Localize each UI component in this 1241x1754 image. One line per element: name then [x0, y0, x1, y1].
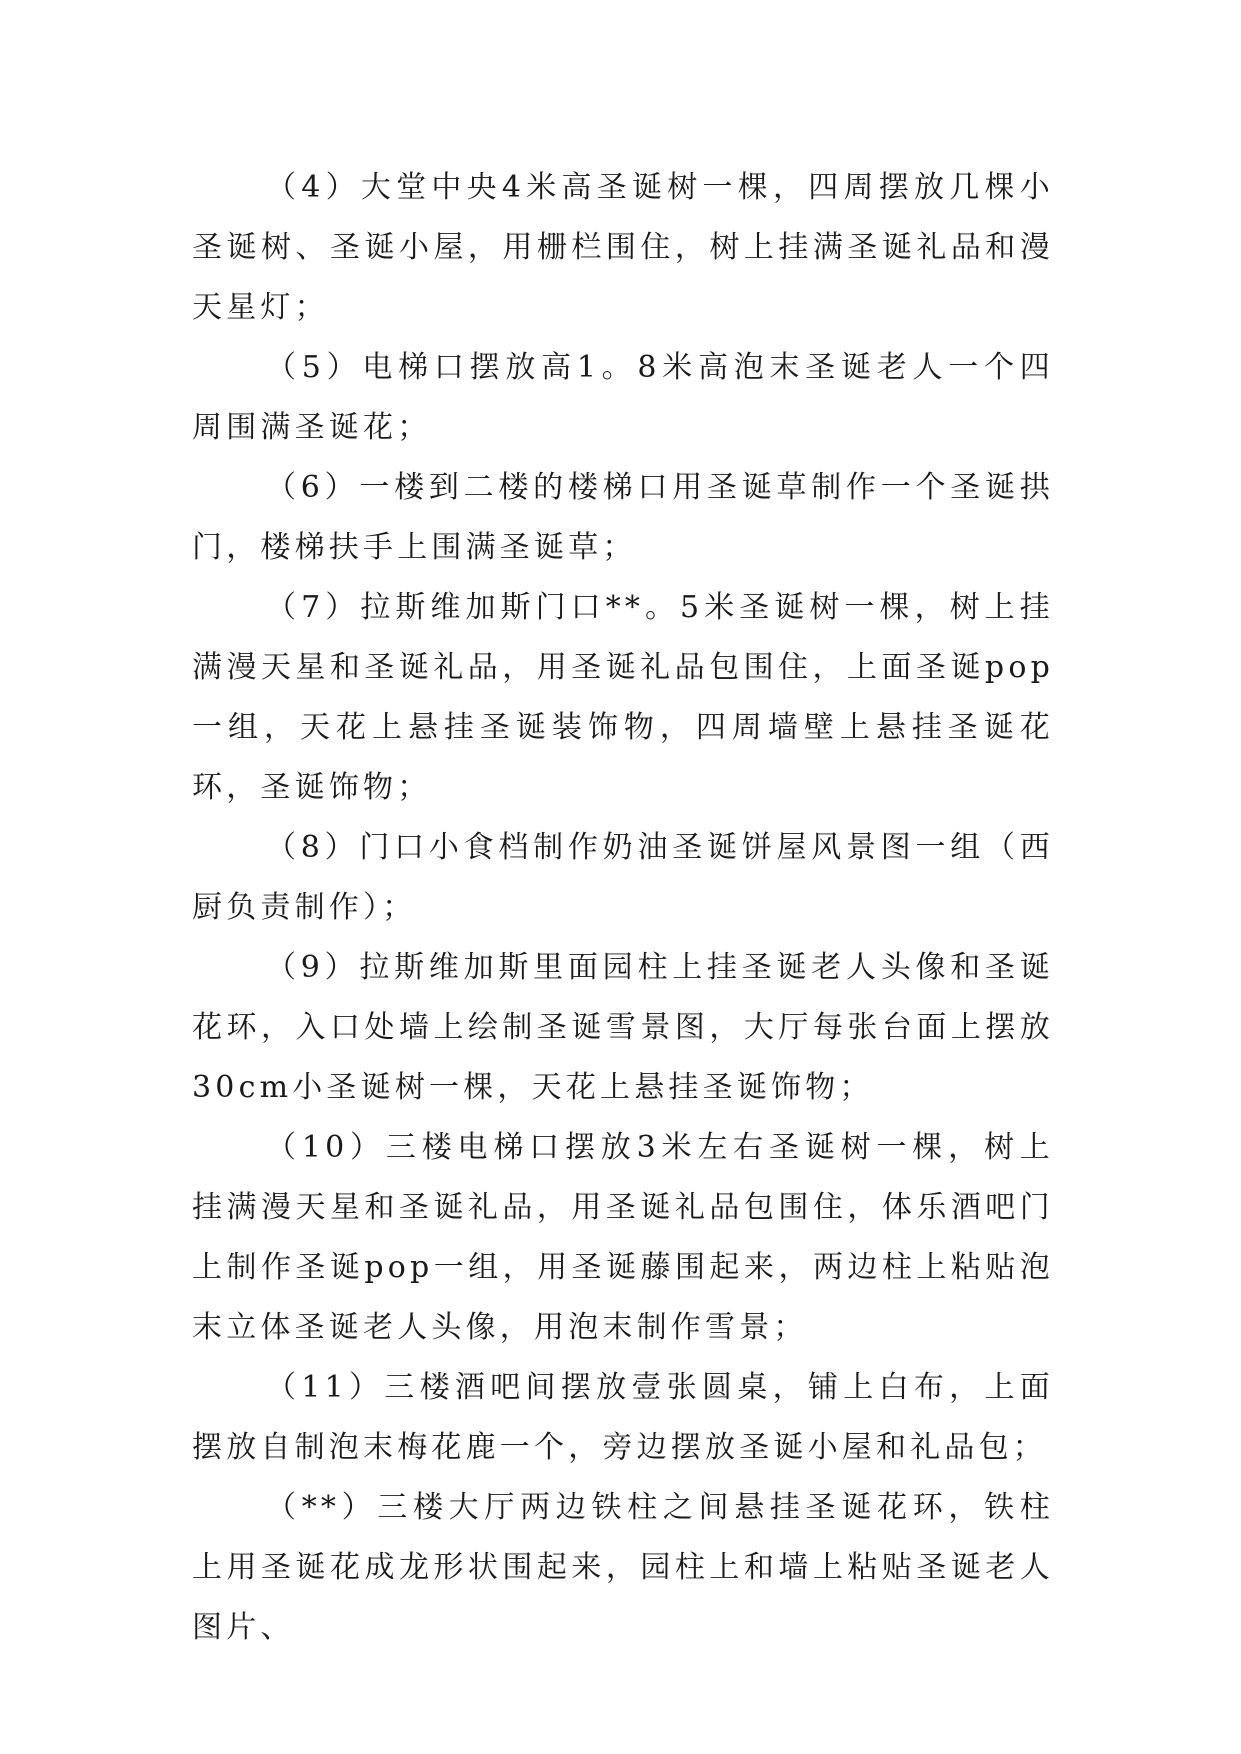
paragraph-item-6: （6）一楼到二楼的楼梯口用圣诞草制作一个圣诞拱门，楼梯扶手上围满圣诞草； [192, 470, 1054, 565]
paragraph-item-12: （**）三楼大厅两边铁柱之间悬挂圣诞花环，铁柱上用圣诞花成龙形状围起来，园柱上和墙上粘贴圣诞老人图片、 [192, 1490, 1054, 1645]
paragraph-item-7: （7）拉斯维加斯门口**。5米圣诞树一棵，树上挂满漫天星和圣诞礼品，用圣诞礼品包围住，上面圣诞pop一组，天花上悬挂圣诞装饰物，四周墙壁上悬挂圣诞花环，圣诞饰物； [192, 590, 1054, 805]
document-body [192, 158, 1054, 1658]
paragraph-item-5: （5）电梯口摆放高1。8米高泡末圣诞老人一个四周围满圣诞花； [192, 350, 1054, 445]
paragraph-item-4: （4）大堂中央4米高圣诞树一棵，四周摆放几棵小圣诞树、圣诞小屋，用栅栏围住，树上挂满圣诞礼品和漫天星灯； [192, 170, 1054, 325]
paragraph-item-8: （8）门口小食档制作奶油圣诞饼屋风景图一组（西厨负责制作）； [192, 830, 1054, 925]
paragraph-item-10: （10）三楼电梯口摆放3米左右圣诞树一棵，树上挂满漫天星和圣诞礼品，用圣诞礼品包围住，体乐酒吧门上制作圣诞pop一组，用圣诞藤围起来，两边柱上粘贴泡末立体圣诞老人头像，用泡末制作雪景； [192, 1130, 1054, 1345]
paragraph-item-9: （9）拉斯维加斯里面园柱上挂圣诞老人头像和圣诞花环，入口处墙上绘制圣诞雪景图，大厅每张台面上摆放30cm小圣诞树一棵，天花上悬挂圣诞饰物； [192, 950, 1054, 1105]
paragraph-item-11: （11）三楼酒吧间摆放壹张圆桌，铺上白布，上面摆放自制泡末梅花鹿一个，旁边摆放圣诞小屋和礼品包； [192, 1370, 1054, 1465]
